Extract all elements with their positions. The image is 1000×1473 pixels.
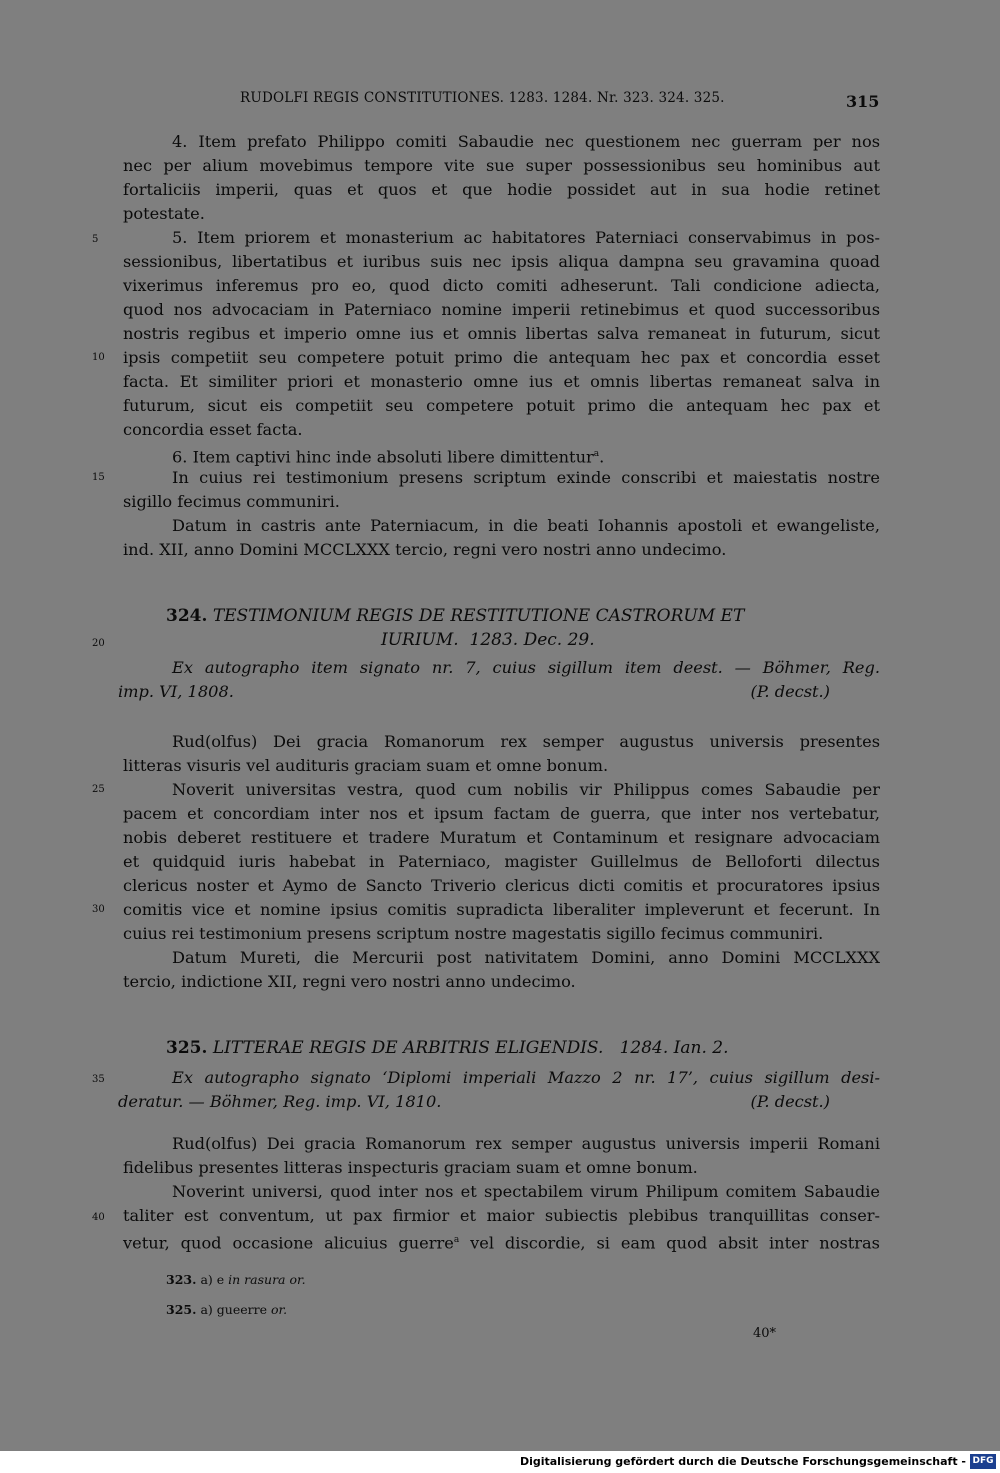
footer-banner — [0, 1451, 1000, 1473]
doc-heading-cont: IURIUM. 1283. Dec. 29. — [381, 630, 595, 650]
text-line: et quidquid iuris habebat in Paterniaco, magister Guillelmus de Belloforti dilectus — [123, 852, 880, 871]
signature-mark: 40* — [753, 1326, 777, 1341]
text-line: facta. Et similiter priori et monasterio omne ius et omnis libertas remaneat salva in — [123, 372, 880, 391]
line-number: 40 — [92, 1212, 105, 1223]
text-line: pacem et concordiam inter nos et ipsum factam de guerra, que inter nos vertebatur, — [123, 804, 880, 823]
doc-date: 1284. Ian. 2. — [619, 1038, 729, 1058]
text-line: 4. Item prefato Philippo comiti Sabaudie nec questionem nec guerram per nos — [172, 132, 880, 151]
text-line: 5. Item priorem et monasterium ac habitatores Paterniaci conservabimus in pos- — [172, 228, 880, 247]
source-note: imp. VI, 1808. (P. decst.) — [118, 682, 830, 701]
page-number: 315 — [846, 92, 880, 111]
text-line: sessionibus, libertatibus et iuribus suis nec ipsis aliqua dampna seu gravamina quoad — [123, 252, 880, 271]
line-number: 30 — [92, 904, 105, 915]
text-line: tercio, indictione XII, regni vero nostri anno undecimo. — [123, 972, 576, 991]
text-line: Datum Mureti, die Mercurii post nativitatem Domini, anno Domini MCCLXXX — [172, 948, 880, 967]
text-line: cuius rei testimonium presens scriptum nostre magestatis sigillo fecimus communiri. — [123, 924, 824, 943]
funding-notice: Digitalisierung gefördert durch die Deutsche Forschungsgemeinschaft - — [519, 1455, 966, 1468]
line-number: 25 — [92, 784, 105, 795]
running-head: RUDOLFI REGIS CONSTITUTIONES. 1283. 1284. Nr. 323. 324. 325. — [240, 90, 725, 106]
text-line: In cuius rei testimonium presens scriptum exinde conscribi et maiestatis nostre — [172, 468, 880, 487]
text-line: 6. Item captivi hinc inde absoluti libere dimittentur$^a$. — [172, 447, 605, 467]
doc-heading: 325. LITTERAE REGIS DE ARBITRIS ELIGENDIS. 1284. Ian. 2. — [166, 1038, 729, 1058]
text-line: nostris regibus et imperio omne ius et omnis libertas salva remaneat in futurum, sicut — [123, 324, 880, 343]
text-line: potestate. — [123, 204, 205, 223]
doc-number: 325. — [166, 1038, 208, 1058]
text-line: fidelibus presentes litteras inspecturis graciam suam et omne bonum. — [123, 1158, 698, 1177]
source-note: Ex autographo signato ‘Diplomi imperiali Mazzo 2 nr. 17’, cuius sigillum desi- — [172, 1068, 880, 1087]
text-line: nec per alium movebimus tempore vite sue super possessionibus seu hominibus aut — [123, 156, 880, 175]
text-line: fortaliciis imperii, quas et quos et que hodie possidet aut in sua hodie retinet — [123, 180, 880, 199]
text-line: Datum in castris ante Paterniacum, in die beati Iohannis apostoli et ewangeliste, — [172, 516, 880, 535]
source-note: Ex autographo item signato nr. 7, cuius sigillum item deest. — Böhmer, Reg. — [172, 658, 880, 677]
text-line: nobis deberet restituere et tradere Muratum et Contaminum et resignare advocaciam — [123, 828, 880, 847]
text-line: futurum, sicut eis competiit seu competere potuit primo die antequam hec pax et — [123, 396, 880, 415]
line-number: 5 — [92, 234, 99, 245]
text-line: concordia esset facta. — [123, 420, 303, 439]
text-line: sigillo fecimus communiri. — [123, 492, 340, 511]
text-line: clericus noster et Aymo de Sancto Triverio clericus dicti comitis et procuratores ipsius — [123, 876, 880, 895]
source-note: deratur. — Böhmer, Reg. imp. VI, 1810. (P. decst.) — [118, 1092, 830, 1111]
line-number: 15 — [92, 472, 105, 483]
text-line: quod nos advocaciam in Paterniaco nomine imperii retinebimus et quod successoribus — [123, 300, 880, 319]
text-line: vixerimus inferemus pro eo, quod dicto comiti adheserunt. Tali condicione adiecta, — [123, 276, 880, 295]
text-line: litteras visuris vel audituris graciam suam et omne bonum. — [123, 756, 609, 775]
footnote: 325. a) gueerre or. — [166, 1302, 288, 1317]
doc-heading: 324. TESTIMONIUM REGIS DE RESTITUTIONE CASTRORUM ET — [166, 606, 745, 626]
line-number: 35 — [92, 1074, 105, 1085]
text-line: Noverit universitas vestra, quod cum nobilis vir Philippus comes Sabaudie per — [172, 780, 880, 799]
footnote: 323. a) e in rasura or. — [166, 1272, 306, 1287]
text-line: ind. XII, anno Domini MCCLXXX tercio, regni vero nostri anno undecimo. — [123, 540, 727, 559]
doc-number: 324. — [166, 606, 208, 626]
line-number: 10 — [92, 352, 105, 363]
text-line: ipsis competiit seu competere potuit primo die antequam hec pax et concordia esset — [123, 348, 880, 367]
text-line: comitis vice et nomine ipsius comitis supradicta liberaliter impleverunt et fecerunt. In — [123, 900, 880, 919]
text-line: Noverint universi, quod inter nos et spectabilem virum Philipum comitem Sabaudie — [172, 1182, 880, 1201]
dfg-logo-icon: DFG — [970, 1454, 996, 1469]
doc-date: 1283. Dec. 29. — [469, 630, 595, 650]
text-line: taliter est conventum, ut pax firmior et maior subiectis plebibus tranquillitas conser- — [123, 1206, 880, 1225]
text-line: vetur, quod occasione alicuius guerre$^a$ vel discordie, si eam quod absit inter nostras — [123, 1233, 880, 1253]
footnote-mark: a — [453, 1235, 460, 1245]
line-number: 20 — [92, 638, 105, 649]
footnote-mark: a — [593, 449, 600, 459]
text-line: Rud(olfus) Dei gracia Romanorum rex semper augustus universis presentes — [172, 732, 880, 751]
text-line: Rud(olfus) Dei gracia Romanorum rex semper augustus universis imperii Romani — [172, 1134, 880, 1153]
